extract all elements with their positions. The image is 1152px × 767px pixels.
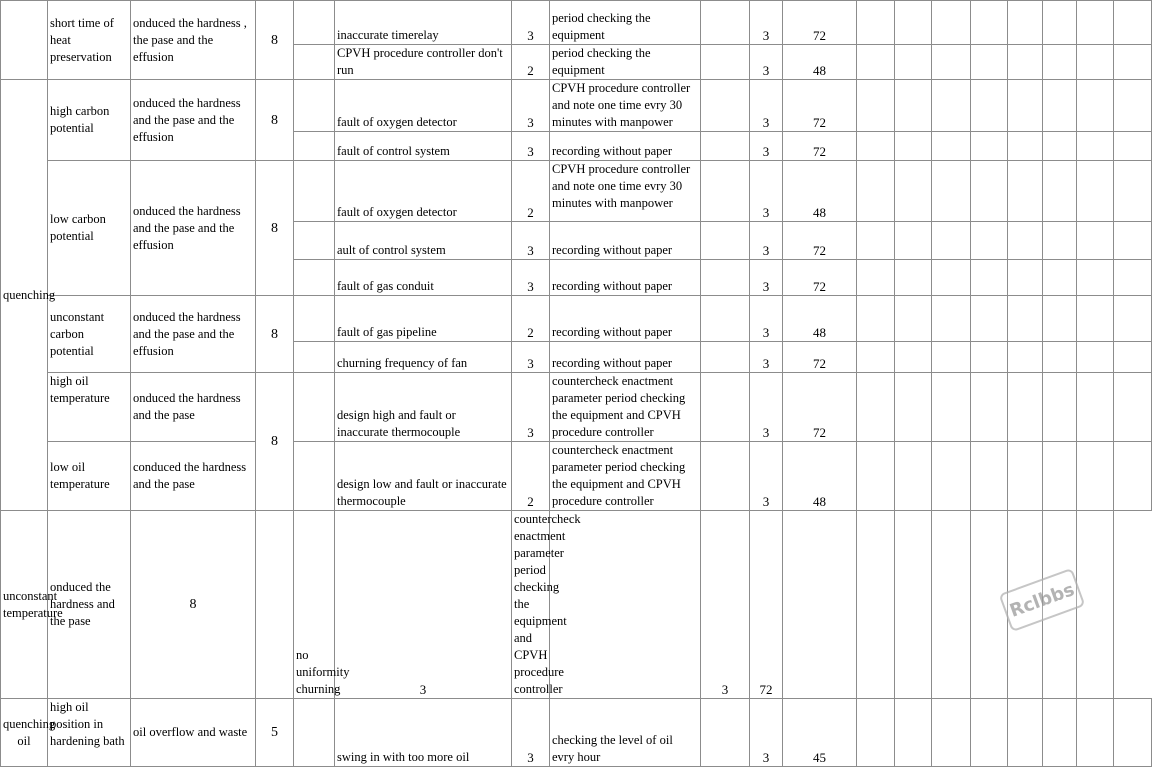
blank-cell (294, 132, 335, 161)
empty-cell (1008, 296, 1043, 342)
empty-cell (1008, 45, 1043, 80)
occurrence-cell: 3 (512, 80, 550, 132)
empty-cell (1008, 132, 1043, 161)
failure-mode-cell: high oil temperature (48, 373, 131, 442)
failure-mode-cell: unconstant carbon potential (48, 296, 131, 373)
empty-cell (1043, 373, 1077, 442)
empty-cell (1114, 222, 1152, 260)
rpn-cell: 72 (783, 260, 857, 296)
severity-cell: 8 (256, 1, 294, 80)
failure-cause-cell: fault of oxygen detector (335, 161, 512, 222)
empty-cell (1043, 296, 1077, 342)
detection-cell: 3 (750, 132, 783, 161)
blank-cell (294, 161, 335, 222)
empty-cell (971, 699, 1008, 767)
empty-cell (1008, 260, 1043, 296)
empty-cell (1008, 442, 1043, 511)
empty-cell (1114, 373, 1152, 442)
detection-cell: 3 (750, 342, 783, 373)
rpn-cell: 72 (783, 222, 857, 260)
empty-cell (1077, 699, 1114, 767)
empty-cell (1114, 80, 1152, 132)
blank-cell (701, 45, 750, 80)
empty-cell (1077, 342, 1114, 373)
failure-effect-cell: conduced the hardness and the pase (131, 442, 256, 511)
empty-cell (971, 373, 1008, 442)
occurrence-cell: 2 (512, 442, 550, 511)
empty-cell (1114, 1, 1152, 45)
blank-cell (701, 296, 750, 342)
control-cell: recording without paper (550, 296, 701, 342)
detection-cell: 3 (750, 699, 783, 767)
empty-cell (895, 161, 932, 222)
failure-mode-cell: low carbon potential (48, 161, 131, 296)
empty-cell (783, 511, 857, 699)
empty-cell (1114, 161, 1152, 222)
empty-cell (971, 222, 1008, 260)
blank-cell (701, 342, 750, 373)
empty-cell (895, 260, 932, 296)
empty-cell (971, 45, 1008, 80)
empty-cell (1114, 442, 1152, 511)
blank-cell (701, 132, 750, 161)
empty-cell (1043, 342, 1077, 373)
detection-cell: 3 (750, 45, 783, 80)
empty-cell (971, 296, 1008, 342)
failure-cause-cell: ault of control system (335, 222, 512, 260)
table-row (1, 296, 1152, 342)
failure-mode-cell: unconstant temperature (1, 511, 48, 699)
severity-cell: 5 (256, 699, 294, 767)
failure-effect-cell: onduced the hardness and the pase and the effusion (131, 296, 256, 373)
empty-cell (1077, 442, 1114, 511)
control-cell: countercheck enactment parameter period checking the equipment and CPVH procedure controller (512, 511, 550, 699)
empty-cell (932, 161, 971, 222)
detection-cell: 3 (750, 1, 783, 45)
empty-cell (857, 511, 895, 699)
empty-cell (895, 442, 932, 511)
empty-cell (1114, 296, 1152, 342)
blank-cell (701, 161, 750, 222)
occurrence-cell: 3 (512, 222, 550, 260)
empty-cell (895, 80, 932, 132)
empty-cell (895, 511, 932, 699)
empty-cell (895, 1, 932, 45)
blank-cell (550, 511, 701, 699)
empty-cell (895, 296, 932, 342)
empty-cell (1114, 342, 1152, 373)
rpn-cell: 48 (783, 296, 857, 342)
empty-cell (971, 80, 1008, 132)
empty-cell (1008, 1, 1043, 45)
empty-cell (1077, 373, 1114, 442)
severity-cell: 8 (256, 296, 294, 373)
rpn-cell: 72 (783, 132, 857, 161)
blank-cell (701, 442, 750, 511)
empty-cell (857, 45, 895, 80)
empty-cell (1043, 45, 1077, 80)
occurrence-cell: 2 (512, 45, 550, 80)
occurrence-cell: 3 (512, 132, 550, 161)
empty-cell (971, 342, 1008, 373)
blank-cell (294, 1, 335, 45)
empty-cell (1008, 342, 1043, 373)
severity-cell: 8 (131, 511, 256, 699)
severity-cell: 8 (256, 161, 294, 296)
control-cell: countercheck enactment parameter period checking the equipment and CPVH procedure controller (550, 373, 701, 442)
failure-mode-cell: short time of heat preservation (48, 1, 131, 80)
empty-cell (1043, 699, 1077, 767)
failure-cause-cell: swing in with too more oil (335, 699, 512, 767)
occurrence-cell: 3 (512, 1, 550, 45)
blank-cell (294, 80, 335, 132)
empty-cell (932, 80, 971, 132)
detection-cell: 3 (750, 296, 783, 342)
empty-cell (857, 161, 895, 222)
blank-cell (701, 260, 750, 296)
control-cell: period checking the equipment (550, 45, 701, 80)
empty-cell (971, 442, 1008, 511)
table-row (1, 699, 1152, 767)
blank-cell (701, 699, 750, 767)
occurrence-cell: 2 (512, 161, 550, 222)
blank-cell (294, 222, 335, 260)
empty-cell (932, 296, 971, 342)
empty-cell (857, 373, 895, 442)
control-cell: countercheck enactment parameter period checking the equipment and CPVH procedure controller (550, 442, 701, 511)
empty-cell (1114, 260, 1152, 296)
empty-cell (857, 342, 895, 373)
empty-cell (971, 1, 1008, 45)
blank-cell (294, 296, 335, 342)
empty-cell (1043, 80, 1077, 132)
failure-effect-cell: onduced the hardness , the pase and the effusion (131, 1, 256, 80)
occurrence-cell: 3 (512, 342, 550, 373)
control-cell: checking the level of oil evry hour (550, 699, 701, 767)
blank-cell (701, 80, 750, 132)
empty-cell (932, 342, 971, 373)
empty-cell (1043, 1, 1077, 45)
empty-cell (857, 80, 895, 132)
empty-cell (857, 222, 895, 260)
table-row (1, 161, 1152, 222)
empty-cell (1077, 45, 1114, 80)
failure-cause-cell: fault of gas conduit (335, 260, 512, 296)
failure-cause-cell: design low and fault or inaccurate thermocouple (335, 442, 512, 511)
empty-cell (932, 45, 971, 80)
empty-cell (932, 442, 971, 511)
empty-cell (1043, 222, 1077, 260)
empty-cell (895, 222, 932, 260)
blank-cell (701, 222, 750, 260)
empty-cell (1114, 45, 1152, 80)
rpn-cell: 72 (750, 511, 783, 699)
detection-cell: 3 (701, 511, 750, 699)
failure-effect-cell: oil overflow and waste (131, 699, 256, 767)
empty-cell (1008, 373, 1043, 442)
severity-cell: 8 (256, 80, 294, 161)
blank-cell (701, 373, 750, 442)
empty-cell (857, 442, 895, 511)
table-row (1, 1, 1152, 45)
occurrence-cell: 3 (512, 260, 550, 296)
empty-cell (1077, 80, 1114, 132)
control-cell: recording without paper (550, 132, 701, 161)
blank-cell (294, 342, 335, 373)
empty-cell (895, 45, 932, 80)
occurrence-cell: 3 (512, 699, 550, 767)
failure-mode-cell: high oil position in hardening bath (48, 699, 131, 767)
detection-cell: 3 (750, 222, 783, 260)
rpn-cell: 48 (783, 161, 857, 222)
control-cell: recording without paper (550, 260, 701, 296)
detection-cell: 3 (750, 442, 783, 511)
control-cell: CPVH procedure controller and note one time evry 30 minutes with manpower (550, 80, 701, 132)
control-cell: recording without paper (550, 342, 701, 373)
empty-cell (1008, 222, 1043, 260)
empty-cell (932, 699, 971, 767)
control-cell: period checking the equipment (550, 1, 701, 45)
empty-cell (971, 132, 1008, 161)
rpn-cell: 72 (783, 342, 857, 373)
failure-mode-cell: low oil temperature (48, 442, 131, 511)
rpn-cell: 48 (783, 45, 857, 80)
empty-cell (1008, 80, 1043, 132)
empty-cell (895, 132, 932, 161)
failure-effect-cell: onduced the hardness and the pase (48, 511, 131, 699)
empty-cell (1043, 442, 1077, 511)
detection-cell: 3 (750, 161, 783, 222)
empty-cell (895, 699, 932, 767)
empty-cell (1043, 260, 1077, 296)
table-row (1, 511, 1152, 699)
failure-cause-cell: fault of gas pipeline (335, 296, 512, 342)
empty-cell (1077, 222, 1114, 260)
occurrence-cell: 3 (512, 373, 550, 442)
table-row (1, 442, 1152, 511)
failure-effect-cell: onduced the hardness and the pase (131, 373, 256, 442)
empty-cell (1077, 1, 1114, 45)
occurrence-cell: 2 (512, 296, 550, 342)
empty-cell (932, 373, 971, 442)
failure-effect-cell: onduced the hardness and the pase and the effusion (131, 80, 256, 161)
empty-cell (857, 132, 895, 161)
table-row (1, 80, 1152, 132)
empty-cell (1077, 260, 1114, 296)
blank-cell (256, 511, 294, 699)
empty-cell (1008, 699, 1043, 767)
empty-cell (932, 511, 971, 699)
empty-cell (1077, 132, 1114, 161)
failure-mode-cell: high carbon potential (48, 80, 131, 161)
occurrence-cell: 3 (335, 511, 512, 699)
empty-cell (895, 342, 932, 373)
watermark-logo: Rclbbs (999, 568, 1086, 632)
detection-cell: 3 (750, 80, 783, 132)
blank-cell (294, 373, 335, 442)
severity-cell: 8 (256, 373, 294, 511)
detection-cell: 3 (750, 373, 783, 442)
empty-cell (1114, 132, 1152, 161)
detection-cell: 3 (750, 260, 783, 296)
failure-cause-cell: inaccurate timerelay (335, 1, 512, 45)
control-cell: recording without paper (550, 222, 701, 260)
rpn-cell: 72 (783, 1, 857, 45)
empty-cell (1043, 132, 1077, 161)
rpn-cell: 72 (783, 80, 857, 132)
empty-cell (1077, 296, 1114, 342)
empty-cell (857, 1, 895, 45)
blank-cell (701, 1, 750, 45)
empty-cell (971, 161, 1008, 222)
blank-cell (294, 260, 335, 296)
empty-cell (932, 1, 971, 45)
process-cell (1, 1, 48, 80)
blank-cell (294, 45, 335, 80)
blank-cell (294, 442, 335, 511)
empty-cell (932, 260, 971, 296)
process-cell: quenching (1, 80, 48, 511)
blank-cell (294, 699, 335, 767)
empty-cell (932, 132, 971, 161)
failure-cause-cell: CPVH procedure controller don't run (335, 45, 512, 80)
failure-effect-cell: onduced the hardness and the pase and the effusion (131, 161, 256, 296)
empty-cell (971, 260, 1008, 296)
rpn-cell: 48 (783, 442, 857, 511)
empty-cell (932, 222, 971, 260)
control-cell: CPVH procedure controller and note one time evry 30 minutes with manpower (550, 161, 701, 222)
table-row (1, 373, 1152, 442)
empty-cell (857, 296, 895, 342)
failure-cause-cell: no uniformity churning (294, 511, 335, 699)
empty-cell (1043, 161, 1077, 222)
failure-cause-cell: fault of control system (335, 132, 512, 161)
empty-cell (1077, 161, 1114, 222)
failure-cause-cell: fault of oxygen detector (335, 80, 512, 132)
rpn-cell: 45 (783, 699, 857, 767)
failure-cause-cell: churning frequency of fan (335, 342, 512, 373)
empty-cell (857, 260, 895, 296)
empty-cell (1008, 161, 1043, 222)
empty-cell (1114, 699, 1152, 767)
empty-cell (857, 699, 895, 767)
process-cell: quenching oil (1, 699, 48, 767)
rpn-cell: 72 (783, 373, 857, 442)
empty-cell (895, 373, 932, 442)
failure-cause-cell: design high and fault or inaccurate thermocouple (335, 373, 512, 442)
